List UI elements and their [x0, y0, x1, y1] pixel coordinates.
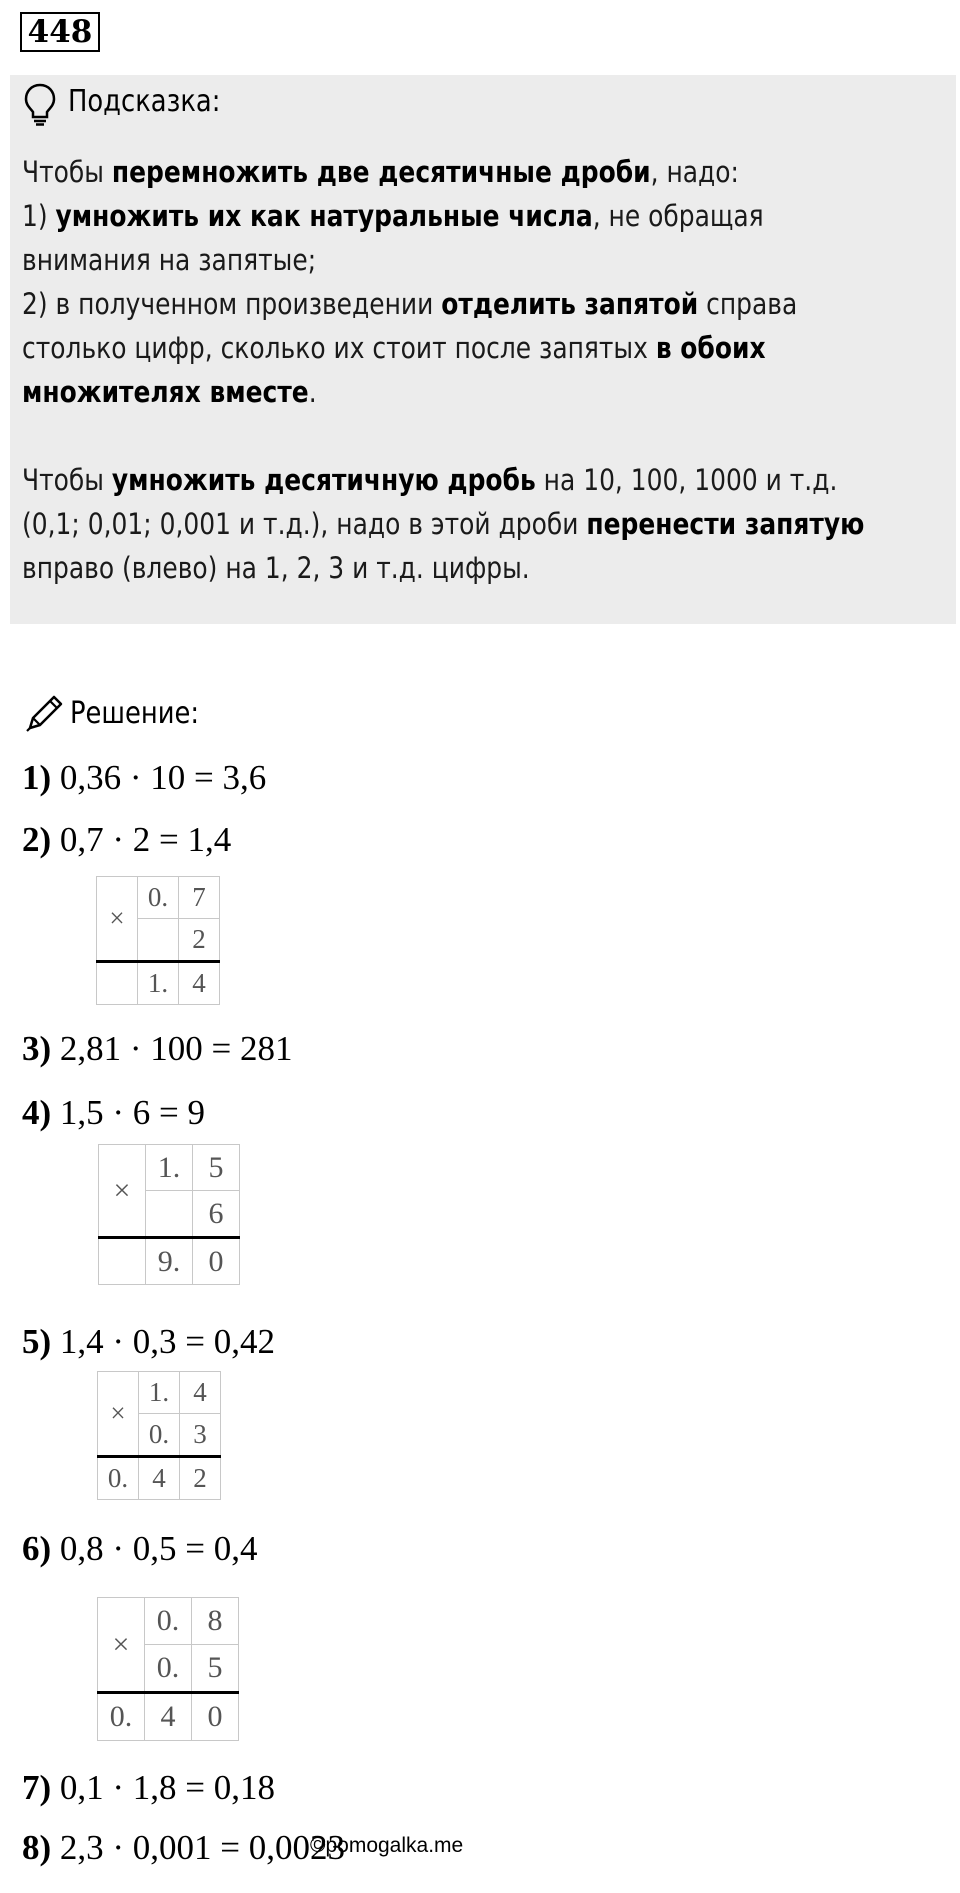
hint-text-fragment: Чтобы [22, 463, 112, 497]
step-expression: 0,1 · 1,8 = 0,18 [59, 1768, 276, 1807]
digit-cell: 6 [193, 1191, 240, 1238]
digit-cell: 1. [146, 1145, 193, 1191]
hint-emphasis: перемножить две десятичные дроби [111, 155, 651, 189]
digit-cell: 0. [98, 1457, 139, 1500]
factor-row [99, 1145, 240, 1191]
hint-text-fragment: внимания на запятые; [22, 243, 317, 277]
multiplication-table [97, 1371, 221, 1500]
solution-step [22, 1766, 275, 1810]
factor-row [98, 1372, 221, 1414]
hint-text-fragment: 2) в полученном произведении [22, 287, 442, 321]
digit-cell: 0 [192, 1693, 239, 1741]
step-number: 8) [22, 1828, 52, 1867]
hint-line [22, 194, 764, 238]
digit-cell [97, 962, 138, 1005]
digit-cell: 0. [145, 1645, 192, 1693]
watermark: ©pomogalka.me [310, 1834, 464, 1857]
digit-cell: 7 [179, 877, 220, 919]
digit-cell: 1. [139, 1372, 180, 1414]
hint-line [22, 326, 766, 370]
step-expression: 1,5 · 6 = 9 [59, 1093, 206, 1132]
hint-line [22, 238, 316, 282]
multiply-sign: × [97, 877, 138, 962]
hint-text-fragment: , не обращая [592, 199, 764, 233]
solution-step [22, 1027, 293, 1071]
multiply-sign: × [99, 1145, 146, 1238]
step-number: 4) [22, 1093, 52, 1132]
step-spacer [51, 1828, 60, 1867]
digit-cell [99, 1238, 146, 1285]
digit-cell: 5 [192, 1645, 239, 1693]
digit-cell: 0. [138, 877, 179, 919]
multiplication-table [98, 1144, 240, 1285]
digit-cell: 4 [179, 962, 220, 1005]
step-expression: 0,8 · 0,5 = 0,4 [59, 1529, 258, 1568]
solution-step [22, 1320, 275, 1364]
step-expression: 0,36 · 10 = 3,6 [59, 758, 267, 797]
hint-emphasis: умножить их как натуральные числа [55, 199, 593, 233]
digit-cell: 1. [138, 962, 179, 1005]
step-expression: 0,7 · 2 = 1,4 [59, 820, 232, 859]
step-spacer [51, 1322, 60, 1361]
hint-text-fragment: (0,1; 0,01; 0,001 и т.д.), надо в этой дроби [22, 507, 587, 541]
hint-emphasis: множителях вместе [22, 375, 309, 409]
multiply-sign: × [98, 1372, 139, 1457]
solution-step [22, 1826, 345, 1870]
hint-line [22, 282, 797, 326]
hint-line [22, 502, 864, 546]
step-number: 3) [22, 1029, 52, 1068]
digit-cell: 8 [192, 1598, 239, 1645]
multiply-sign: × [98, 1598, 145, 1693]
hint-emphasis: в обоих [655, 331, 766, 365]
hint-text-fragment: Чтобы [22, 155, 112, 189]
hint-emphasis: умножить десятичную дробь [111, 463, 536, 497]
step-number: 2) [22, 820, 52, 859]
product-row [97, 962, 220, 1005]
step-spacer [51, 1093, 60, 1132]
hint-text-fragment: , надо: [650, 155, 739, 189]
digit-cell: 4 [139, 1457, 180, 1500]
step-expression: 2,81 · 100 = 281 [59, 1029, 293, 1068]
hint-title: Подсказка: [68, 84, 221, 119]
digit-cell: 4 [180, 1372, 221, 1414]
digit-cell: 9. [146, 1238, 193, 1285]
hint-text-fragment: на 10, 100, 1000 и т.д. [535, 463, 838, 497]
hint-line [22, 458, 837, 502]
step-spacer [51, 1529, 60, 1568]
hint-line [22, 370, 317, 414]
product-row [99, 1238, 240, 1285]
hint-emphasis: отделить запятой [441, 287, 699, 321]
multiplication-table [97, 1597, 239, 1741]
pencil-icon [22, 692, 66, 736]
solution-step [22, 756, 266, 800]
lightbulb-icon [22, 82, 58, 126]
digit-cell: 0. [145, 1598, 192, 1645]
digit-cell: 0. [98, 1693, 145, 1741]
digit-cell: 5 [193, 1145, 240, 1191]
hint-text-fragment: 1) [22, 199, 56, 233]
step-number: 6) [22, 1529, 52, 1568]
hint-emphasis: перенести запятую [586, 507, 865, 541]
digit-cell: 2 [179, 919, 220, 962]
hint-line [22, 150, 739, 194]
digit-cell: 0 [193, 1238, 240, 1285]
hint-text-fragment: вправо (влево) на 1, 2, 3 и т.д. цифры. [22, 551, 530, 585]
solution-step [22, 1527, 258, 1571]
digit-cell: 3 [180, 1414, 221, 1457]
step-number: 1) [22, 758, 52, 797]
digit-cell: 2 [180, 1457, 221, 1500]
step-expression: 1,4 · 0,3 = 0,42 [59, 1322, 276, 1361]
hint-text-fragment: . [308, 375, 317, 409]
digit-cell: 0. [139, 1414, 180, 1457]
product-row [98, 1457, 221, 1500]
solution-step [22, 818, 231, 862]
step-spacer [51, 1029, 60, 1068]
step-number: 5) [22, 1322, 52, 1361]
step-expression: 2,3 · 0,001 = 0,0023 [59, 1828, 346, 1867]
solution-step [22, 1091, 205, 1135]
step-number: 7) [22, 1768, 52, 1807]
step-spacer [51, 820, 60, 859]
step-spacer [51, 1768, 60, 1807]
factor-row [97, 877, 220, 919]
hint-text-fragment: столько цифр, сколько их стоит после запятых [22, 331, 656, 365]
factor-row [98, 1598, 239, 1645]
task-number: 448 [20, 12, 100, 52]
digit-cell: 4 [145, 1693, 192, 1741]
product-row [98, 1693, 239, 1741]
multiplication-table [96, 876, 220, 1005]
step-spacer [51, 758, 60, 797]
digit-cell [146, 1191, 193, 1238]
solution-title: Решение: [70, 696, 200, 731]
hint-text-fragment: справа [698, 287, 798, 321]
digit-cell [138, 919, 179, 962]
hint-line [22, 546, 530, 590]
